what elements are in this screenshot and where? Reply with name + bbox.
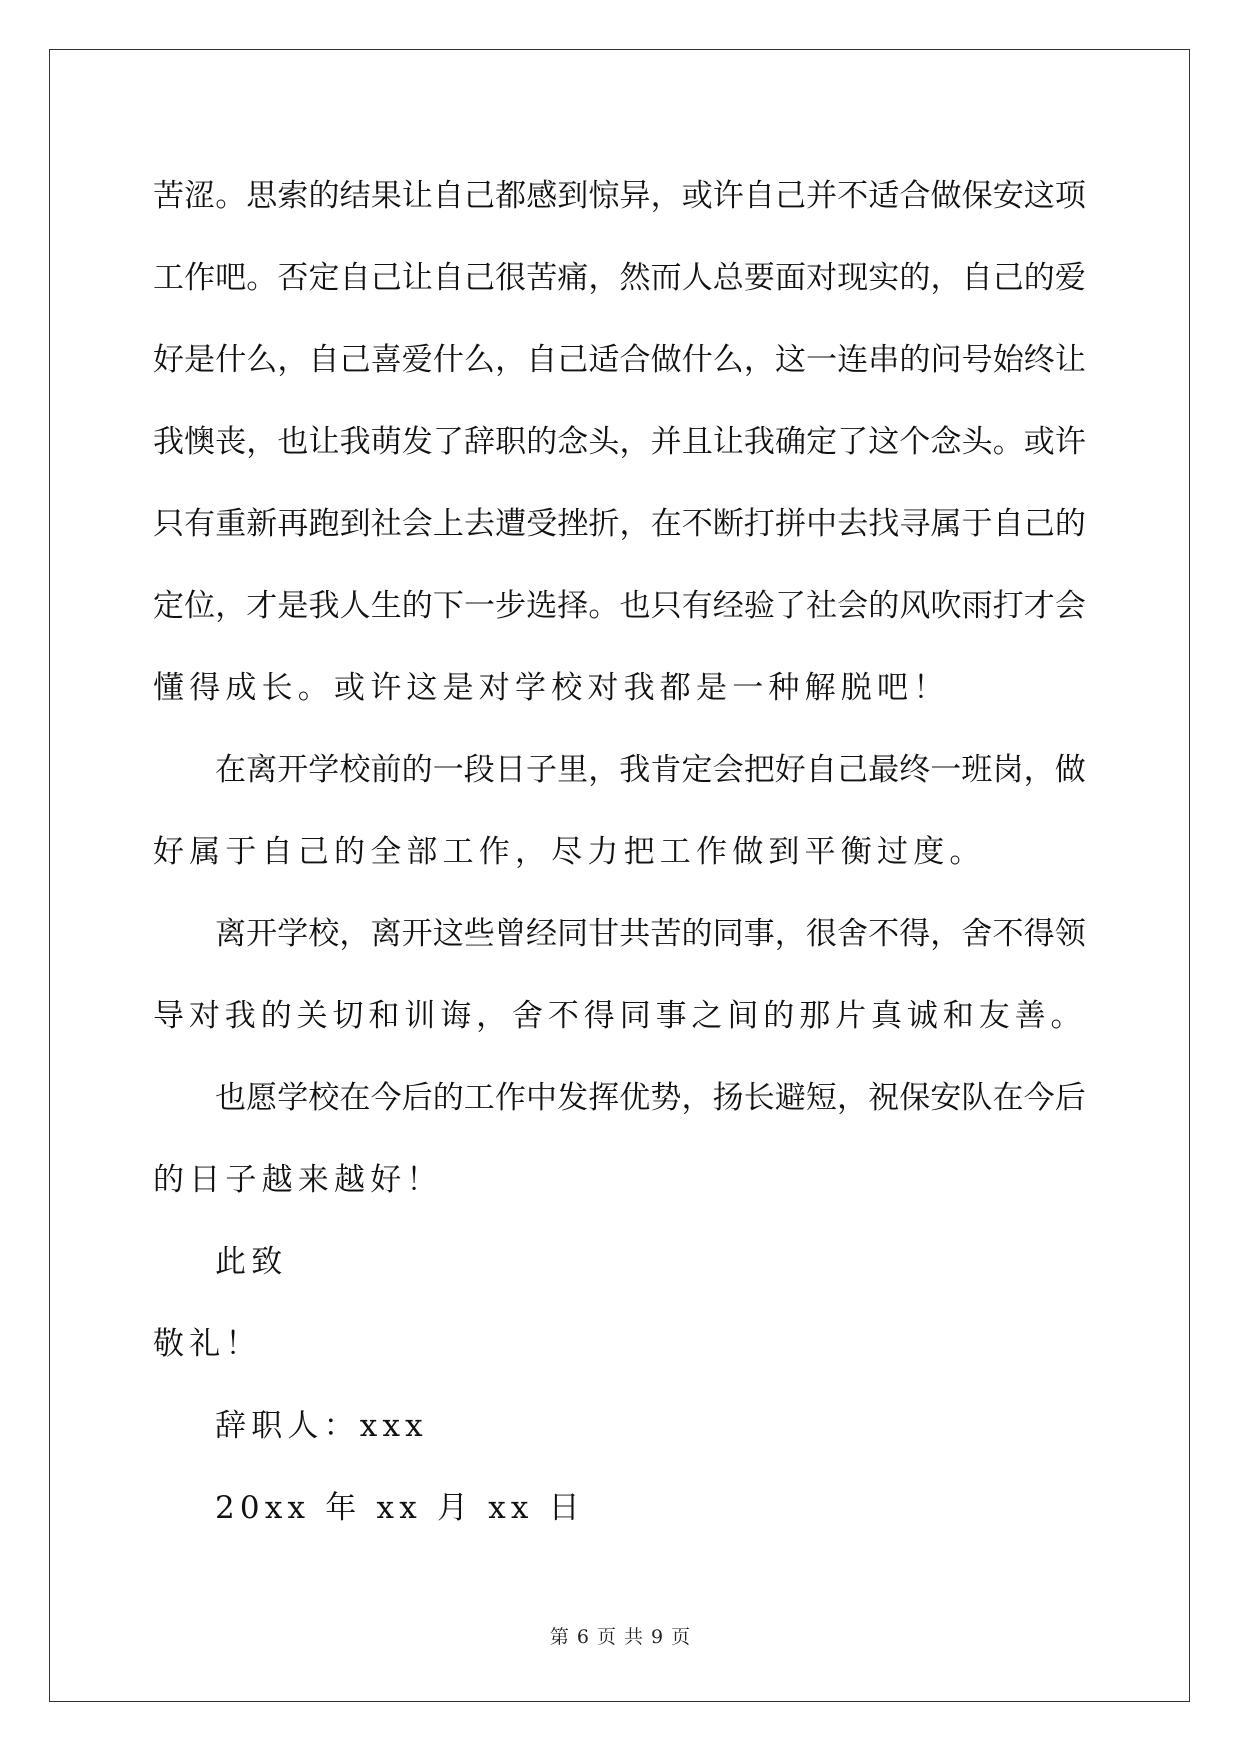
document-body	[153, 155, 1088, 1549]
signature-line: 辞职人：xxx	[215, 1408, 428, 1444]
paragraph-line: 离开学校，离开这些曾经同甘共苦的同事，很舍不得，舍不得领	[215, 916, 1086, 952]
paragraph-line: 导对我的关切和训诲，舍不得同事之间的那片真诚和友善。	[153, 998, 1087, 1034]
paragraph-line: 定位，才是我人生的下一步选择。也只有经验了社会的风吹雨打才会	[153, 588, 1086, 624]
paragraph-line: 在离开学校前的一段日子里，我肯定会把好自己最终一班岗，做	[215, 752, 1086, 788]
salutation-line: 此致	[215, 1244, 288, 1280]
closing-line: 敬礼！	[153, 1326, 262, 1362]
page-number-footer: 第 6 页 共 9 页	[549, 1626, 692, 1648]
paragraph-line: 懂得成长。或许这是对学校对我都是一种解脱吧！	[153, 670, 950, 706]
date-line: 20xx 年 xx 月 xx 日	[215, 1490, 585, 1526]
paragraph-line: 只有重新再跑到社会上去遭受挫折，在不断打拼中去找寻属于自己的	[153, 506, 1086, 542]
paragraph-line: 工作吧。否定自己让自己很苦痛，然而人总要面对现实的，自己的爱	[153, 260, 1086, 296]
paragraph-line: 也愿学校在今后的工作中发挥优势，扬长避短，祝保安队在今后	[215, 1080, 1086, 1116]
paragraph-line: 的日子越来越好！	[153, 1162, 443, 1198]
paragraph-line: 好是什么，自己喜爱什么，自己适合做什么，这一连串的问号始终让	[153, 342, 1086, 378]
paragraph-line: 苦涩。思索的结果让自己都感到惊异，或许自己并不适合做保安这项	[153, 178, 1086, 214]
paragraph-line: 好属于自己的全部工作，尽力把工作做到平衡过度。	[153, 834, 986, 870]
paragraph-line: 我懊丧，也让我萌发了辞职的念头，并且让我确定了这个念头。或许	[153, 424, 1086, 460]
